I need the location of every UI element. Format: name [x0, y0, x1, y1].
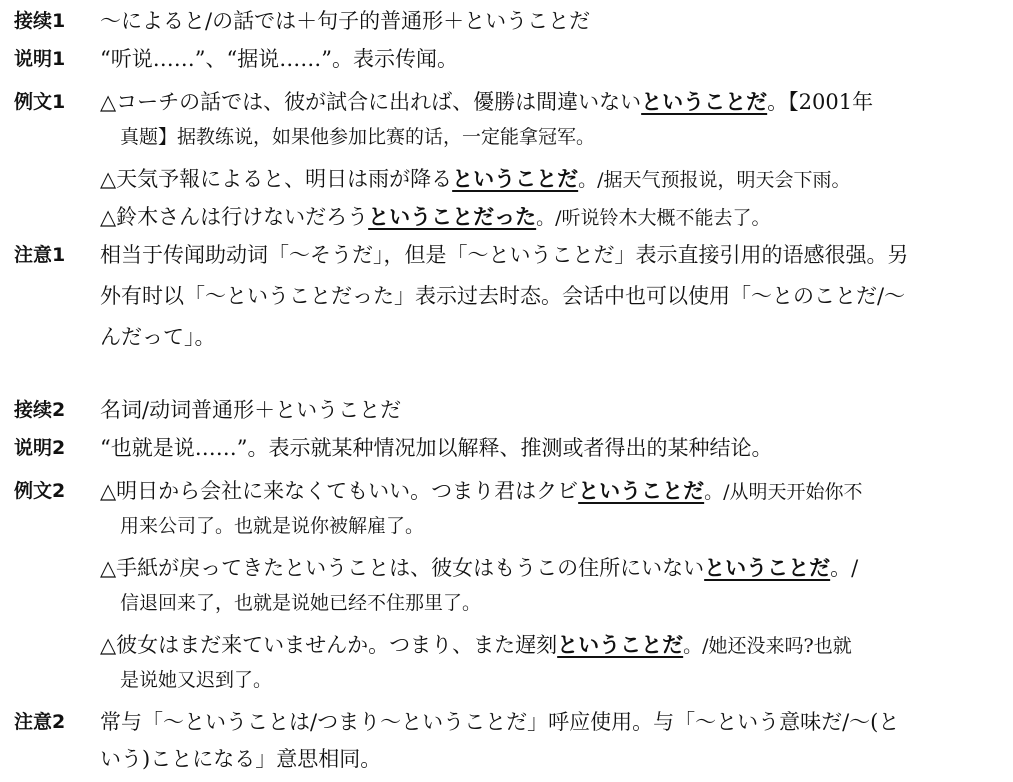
example-2-3-cont: 是说她又迟到了。 — [120, 669, 273, 691]
example-2-1-jp: △明日から会社に来なくてもいい。つまり君はクビ — [100, 479, 579, 503]
note-1-line-1: 相当于传闻助动词「～そうだ」，但是「～ということだ」表示直接引用的语感很强。另 — [100, 243, 909, 267]
note-1-line-3: んだって」。 — [100, 325, 216, 349]
example-2-1-keyword: ということだ — [578, 479, 705, 503]
example-2-3-keyword: ということだ — [557, 633, 684, 657]
example-2-1 — [100, 476, 863, 507]
example-2-2 — [100, 553, 858, 583]
example-2-1-after: 。/从明天开始你不 — [704, 481, 863, 503]
example-1-3-after: 。/听说铃木大概不能去了。 — [536, 207, 771, 229]
connection-1-text: ～によると/の話では＋句子的普通形＋ということだ — [100, 9, 591, 33]
example-2-3-after: 。/她还没来吗?也就 — [683, 635, 852, 657]
note-2-line-2: いう)ことになる」意思相同。 — [100, 747, 382, 771]
example-1-1 — [100, 87, 873, 117]
note-2-line-1: 常与「～ということは/つまり～ということだ」呼应使用。与「～という意味だ/～(と — [100, 710, 900, 734]
example-2-1-cont: 用来公司了。也就是说你被解雇了。 — [120, 515, 425, 537]
example-1-3-jp: △鈴木さんは行けないだろう — [100, 205, 369, 229]
example-2-2-keyword: ということだ — [704, 556, 831, 580]
examples-1-label: 例文1 — [14, 91, 66, 113]
explanation-1-label: 说明1 — [14, 48, 66, 70]
example-1-1-after: 。【2001年 — [767, 90, 874, 114]
example-1-3-keyword: ということだった — [368, 205, 537, 229]
example-1-2-keyword: ということだ — [452, 167, 579, 191]
explanation-2-text: “也就是说……”。表示就某种情况加以解释、推测或者得出的某种结论。 — [100, 436, 773, 460]
note-1-line-2: 外有时以「～ということだった」表示过去时态。会话中也可以使用「～とのことだ/～ — [100, 284, 906, 308]
example-2-2-after: 。/ — [830, 556, 859, 580]
example-2-2-cont: 信退回来了，也就是说她已经不住那里了。 — [120, 592, 482, 614]
connection-2-text: 名词/动词普通形＋ということだ — [100, 398, 402, 422]
example-2-2-jp: △手紙が戻ってきたということは、彼女はもうこの住所にいない — [100, 556, 705, 580]
example-1-1-keyword: ということだ — [641, 90, 768, 114]
example-1-2 — [100, 164, 851, 195]
connection-2-label: 接续2 — [14, 399, 66, 421]
example-1-2-after: 。/据天气预报说，明天会下雨。 — [578, 169, 851, 191]
explanation-2-label: 说明2 — [14, 437, 66, 459]
connection-1-label: 接续1 — [14, 10, 66, 32]
example-2-3-jp: △彼女はまだ来ていませんか。つまり、また遅刻 — [100, 633, 558, 657]
examples-2-label: 例文2 — [14, 480, 66, 502]
example-1-1-jp: △コーチの話では、彼が試合に出れば、優勝は間違いない — [100, 90, 642, 114]
example-1-3 — [100, 202, 771, 233]
example-2-3 — [100, 630, 852, 661]
note-2-label: 注意2 — [14, 711, 66, 733]
example-1-2-jp: △天気予報によると、明日は雨が降る — [100, 167, 453, 191]
example-1-1-cont: 真题】据教练说，如果他参加比赛的话，一定能拿冠军。 — [120, 126, 596, 148]
note-1-label: 注意1 — [14, 244, 66, 266]
explanation-1-text: “听说……”、“据说……”。表示传闻。 — [100, 47, 458, 71]
